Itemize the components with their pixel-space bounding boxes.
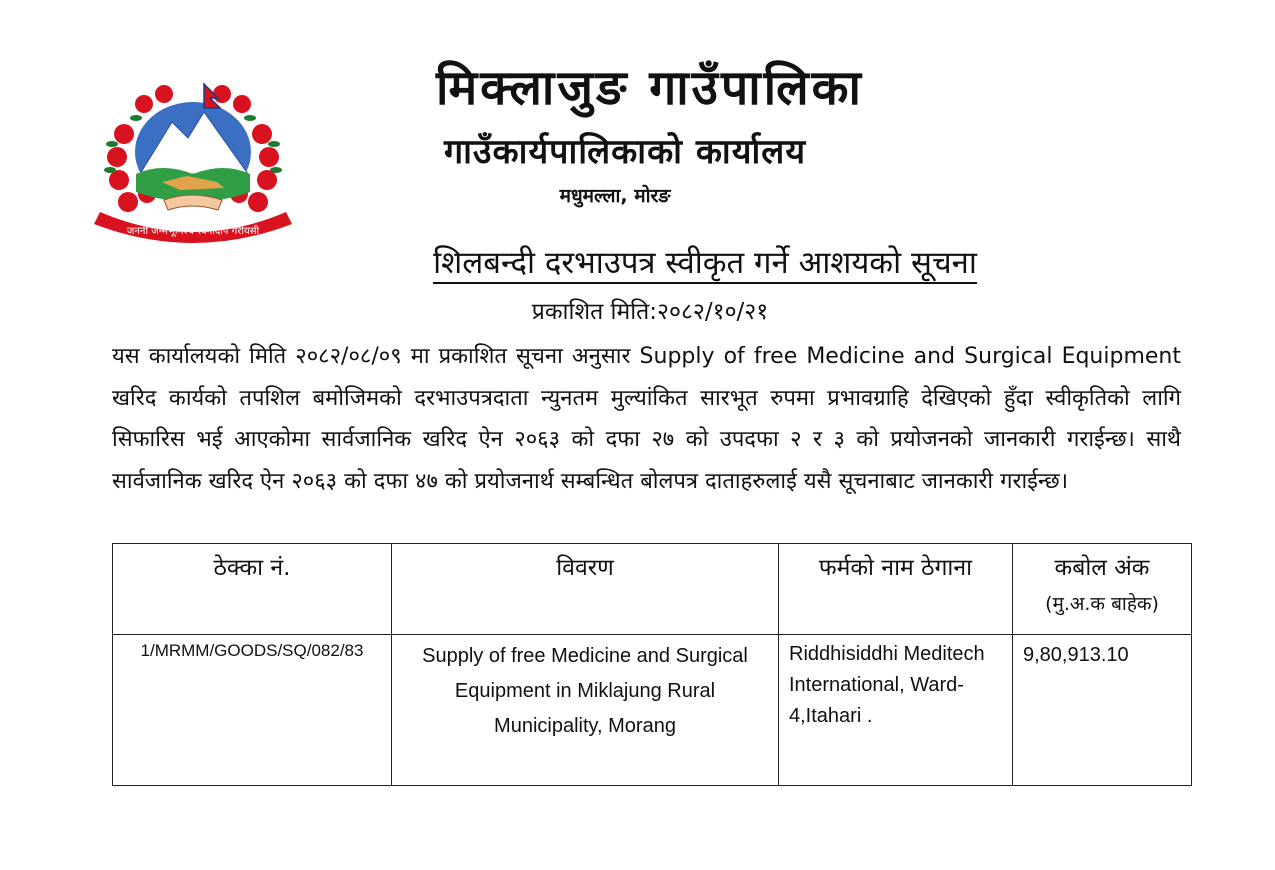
svg-text:जननी जन्मभूमिश्च स्वर्गादपि गर: जननी जन्मभूमिश्च स्वर्गादपि गरीयसी	[126, 226, 260, 237]
header-contract-no: ठेक्का नं.	[113, 544, 392, 635]
municipality-name: मिक्लाजुङ गाउँपालिका	[436, 60, 864, 116]
published-date: प्रकाशित मिति:२०८२/१०/२१	[531, 299, 769, 325]
table-header-row	[113, 544, 1192, 635]
government-emblem-logo	[92, 82, 294, 254]
header-bid-amount	[1013, 544, 1192, 635]
notice-title-text: शिलबन्दी दरभाउपत्र स्वीकृत गर्ने आशयको सूचना	[433, 245, 977, 284]
notice-body: यस कार्यालयको मिति २०८२/०८/०९ मा प्रकाशित सूचना अनुसार Supply of free Medicine and Surgical Equipment खरिद कार्यको तपशिल बमोजिमको दरभाउपत्रदाता न्युनतम मुल्यांकित सारभूत रुपमा प्रभावग्राहि देखिएको हुँदा स्वीकृतिको लागि सिफारिस भई आएकोमा सार्वजानिक खरिद ऐन २०६३ को दफा २७ को उपदफा २ र ३ को प्रयोजनको जानकारी गराईन्छ। साथै सार्वजानिक खरिद ऐन २०६३ को दफा ४७ को प्रयोजनार्थ सम्बन्धित बोलपत्र दाताहरुलाई यसै सूचनाबाट जानकारी गराईन्छ।	[112, 344, 1181, 494]
header-firm: फर्मको नाम ठेगाना	[779, 544, 1013, 635]
cell-firm: Riddhisiddhi Meditech International, Ward-4,Itahari .	[779, 635, 1013, 786]
office-address: मधुमल्ला, मोरङ	[559, 185, 671, 207]
office-name: गाउँकार्यपालिकाको कार्यालय	[443, 132, 807, 172]
header-bid-amount-label: कबोल अंक	[1054, 555, 1150, 581]
table-row	[113, 635, 1192, 786]
cell-contract-no: 1/MRMM/GOODS/SQ/082/83	[113, 635, 392, 786]
cell-bid-amount: 9,80,913.10	[1013, 635, 1192, 786]
header-description: विवरण	[392, 544, 779, 635]
notice-title	[360, 240, 1050, 286]
header-bid-amount-note: (मु.अ.क बाहेक)	[1045, 593, 1159, 615]
cell-description: Supply of free Medicine and Surgical Equipment in Miklajung Rural Municipality, Morang	[392, 635, 779, 786]
tender-table	[112, 543, 1192, 786]
